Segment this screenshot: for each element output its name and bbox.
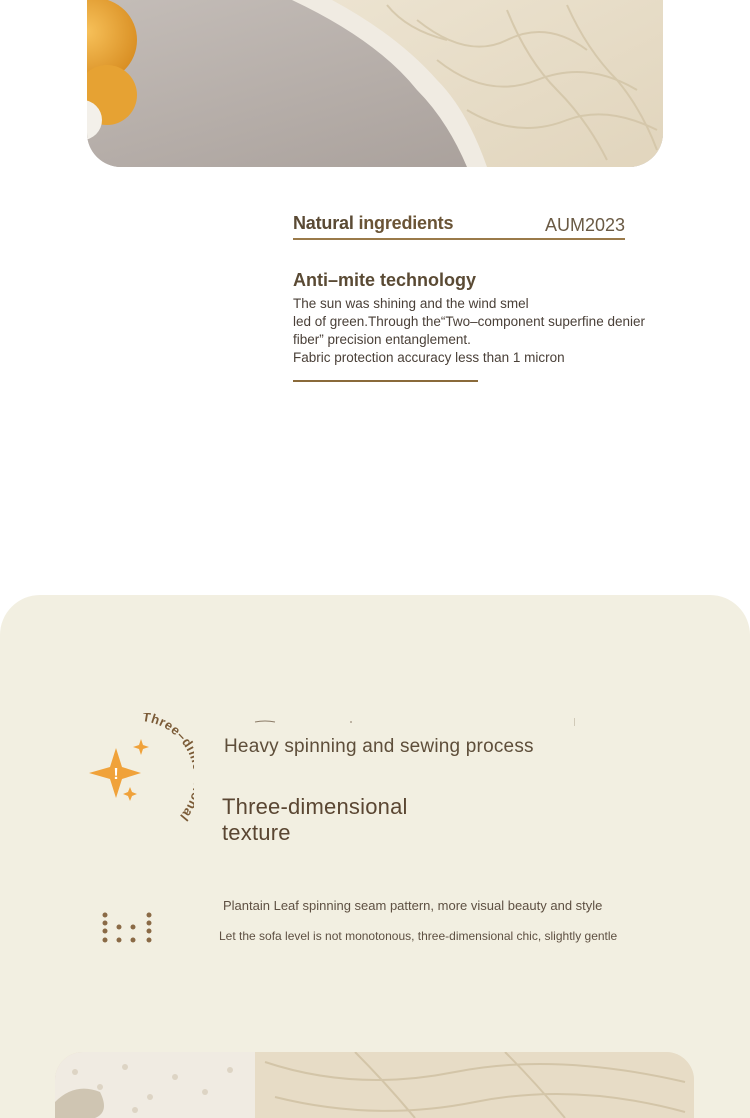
tech-line: led of green.Through the“Two–component superfine denier [293, 314, 645, 329]
dots-pattern-icon [100, 910, 156, 948]
feature-description-1: Plantain Leaf spinning seam pattern, more visual beauty and style [223, 898, 603, 913]
tech-line: The sun was shining and the wind smel [293, 296, 529, 311]
subheading-line: Three-dimensional [222, 794, 408, 819]
tech-description [293, 295, 713, 367]
feature-panel [0, 595, 750, 1118]
svg-text:!: ! [113, 766, 119, 783]
title-bold-word: Natural [293, 213, 354, 233]
tech-line: Fabric protection accuracy less than 1 micron [293, 350, 565, 365]
hero-product-image [87, 0, 663, 167]
ingredients-title [293, 213, 453, 234]
divider-line [293, 380, 478, 382]
feature-subheading [222, 794, 408, 846]
subheading-line: texture [222, 820, 291, 845]
feature-heading: Heavy spinning and sewing process [224, 736, 534, 757]
title-rest-word: ingredients [358, 213, 454, 233]
tech-line: fiber” precision entanglement. [293, 332, 471, 347]
ingredients-info [293, 210, 713, 367]
decorative-stitch-line [230, 718, 575, 728]
tech-title: Anti–mite technology [293, 270, 477, 290]
product-code: AUM2023 [544, 215, 625, 235]
feature-description-2: Let the sofa level is not monotonous, three-dimensional chic, slightly gentle [219, 929, 618, 943]
sparkle-star-icon [89, 739, 149, 801]
bottom-product-image [55, 1052, 694, 1118]
three-dimensional-badge [84, 713, 194, 838]
quilted-fabric-photo [87, 0, 663, 167]
badge-text: Three– l [141, 713, 192, 825]
ingredients-title-row [293, 210, 625, 240]
